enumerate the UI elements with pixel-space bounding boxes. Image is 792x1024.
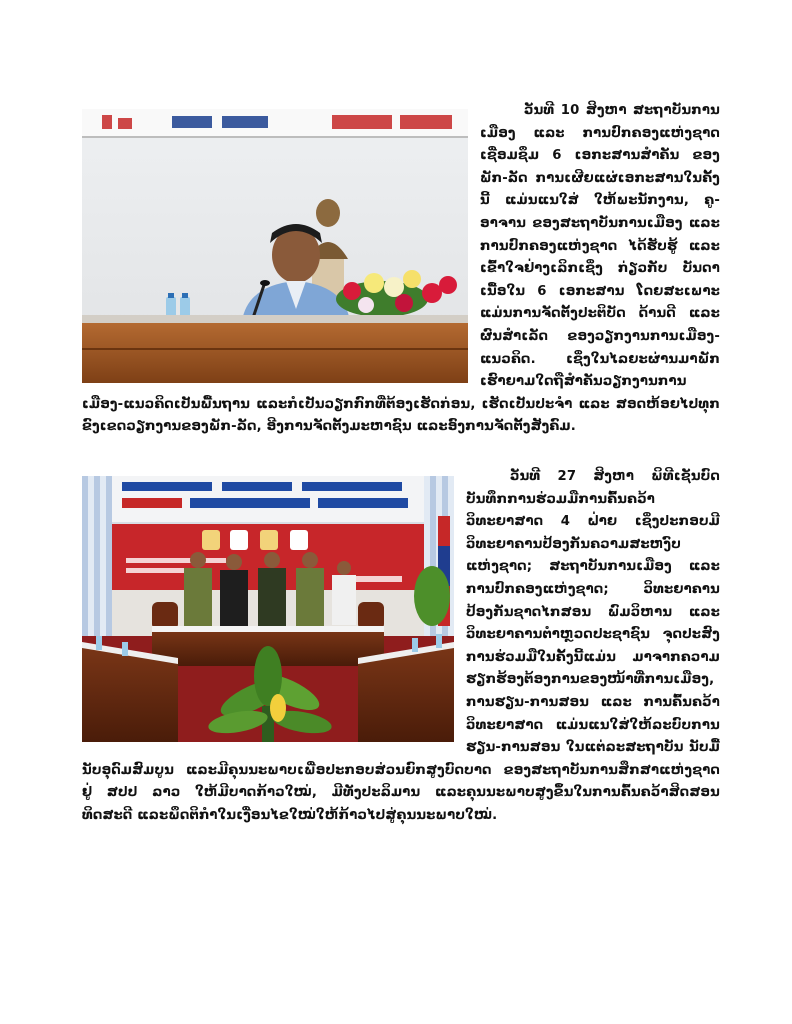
article-2 <box>82 466 720 828</box>
meeting-head-table-photo <box>82 109 468 383</box>
article-1-text: ວັນທີ 10 ສິງຫາ ສະຖາບັນການເມືອງ ແລະ ການປົກຄອງແຫ່ງຊາດ ເຊື່ອມຊຶມ 6 ເອກະສານສຳຄັນ ຂອງພັກ-ລັດ ການເຜີຍແຜ່ເອກະສານໃນຄັ້ງນີ້ ແມ່ນແນໃສ່ ໃຫ້ພະນັກງານ, ຄູ-ອາຈານ ຂອງສະຖາບັນການເມືອງ ແລະ ການປົກຄອງແຫ່ງຊາດ ໄດ້ຮັບຮູ້ ແລະ ເຂົ້າໃຈຢ່າງເລິກເຊິ່ງ ກ່ຽວກັບ ບັນດາເນື້ອໃນ 6 ເອກະສານ ໂດຍສະເພາະແມ່ນການຈັດຕັ້ງປະຕິບັດ ດ້ານດີ ແລະ ຜົນສຳເລັດ ຂອງວຽກງານການເມືອງ-ແນວຄິດ. ເຊິ່ງໃນໄລຍະຜ່ານມາພັກເຮົາຍາມໃດຖືສຳຄັນວຽກງານການເມືອງ-ແນວຄິດເປັນພື້ນຖານ ແລະກໍເປັນວຽກກົກທີ່ຕ້ອງເຮັດກ່ອນ, ເຮັດເປັນປະຈຳ ແລະ ສອດຫ້ອຍໄປທຸກຂົງເຂດວຽກງານຂອງພັກ-ລັດ, ອີງການຈັດຕັ້ງມະຫາຊົນ ແລະອົງການຈັດຕັ້ງສັງຄົມ. <box>82 103 720 435</box>
article-1 <box>82 100 720 439</box>
ceremony-photo-illustration <box>82 476 454 742</box>
signing-ceremony-photo <box>82 476 454 742</box>
article-2-text: ວັນທີ 27 ສິງຫາ ພິທີເຊັນບົດບັນທຶກການຮ່ວມມືການຄົ້ນຄວ້າວິທະຍາສາດ 4 ຝ່າຍ ເຊິ່ງປະກອບມີວິທະຍາຄານປ້ອງກັນຄວາມສະຫງົບແຫ່ງຊາດ; ສະຖາບັນການເມືອງ ແລະ ການປົກຄອງແຫ່ງຊາດ; ວິທະຍາຄານປ້ອງກັນຊາດໄກສອນ ພົມວິຫານ ແລະ ວິທະຍາຄານຕຳຫຼວດປະຊາຊົນ ຈຸດປະສົງການຮ່ວມມືໃນຄັ້ງນີ້ແມ່ນ ມາຈາກຄວາມຮຽກຮ້ອງຕ້ອງການຂອງໜ້າທີ່ການເມືອງ, ການຮຽນ-ການສອນ ແລະ ການຄົ້ນຄວ້າວິທະຍາສາດ ແມ່ນແນໃສ່ໃຫ້ລະບົບການຮຽນ-ການສອນ ໃນແຕ່ລະສະຖາບັນ ນັບມື້ນັບອຸດົມສົມບູນ ແລະມີຄຸນນະພາບເພື່ອປະກອບສ່ວນຍົກສູງບົດບາດ ຂອງສະຖາບັນການສຶກສາແຫ່ງຊາດ ຢູ່ ສປປ ລາວ ໃຫ້ມີບາດກ້າວໃໝ່, ມີທັງປະລິມານ ແລະຄຸນນະພາບສູງຂຶ້ນໃນການຄົ້ນຄວ້າສິດສອນທິດສະດີ ແລະພຶດຕິກຳໃນເງື່ອນໄຂໃໝ່ໃຫ້ກ້າວໄປສູ່ຄຸນນະພາບໃໝ່. <box>82 469 720 823</box>
meeting-photo-illustration <box>82 109 468 383</box>
